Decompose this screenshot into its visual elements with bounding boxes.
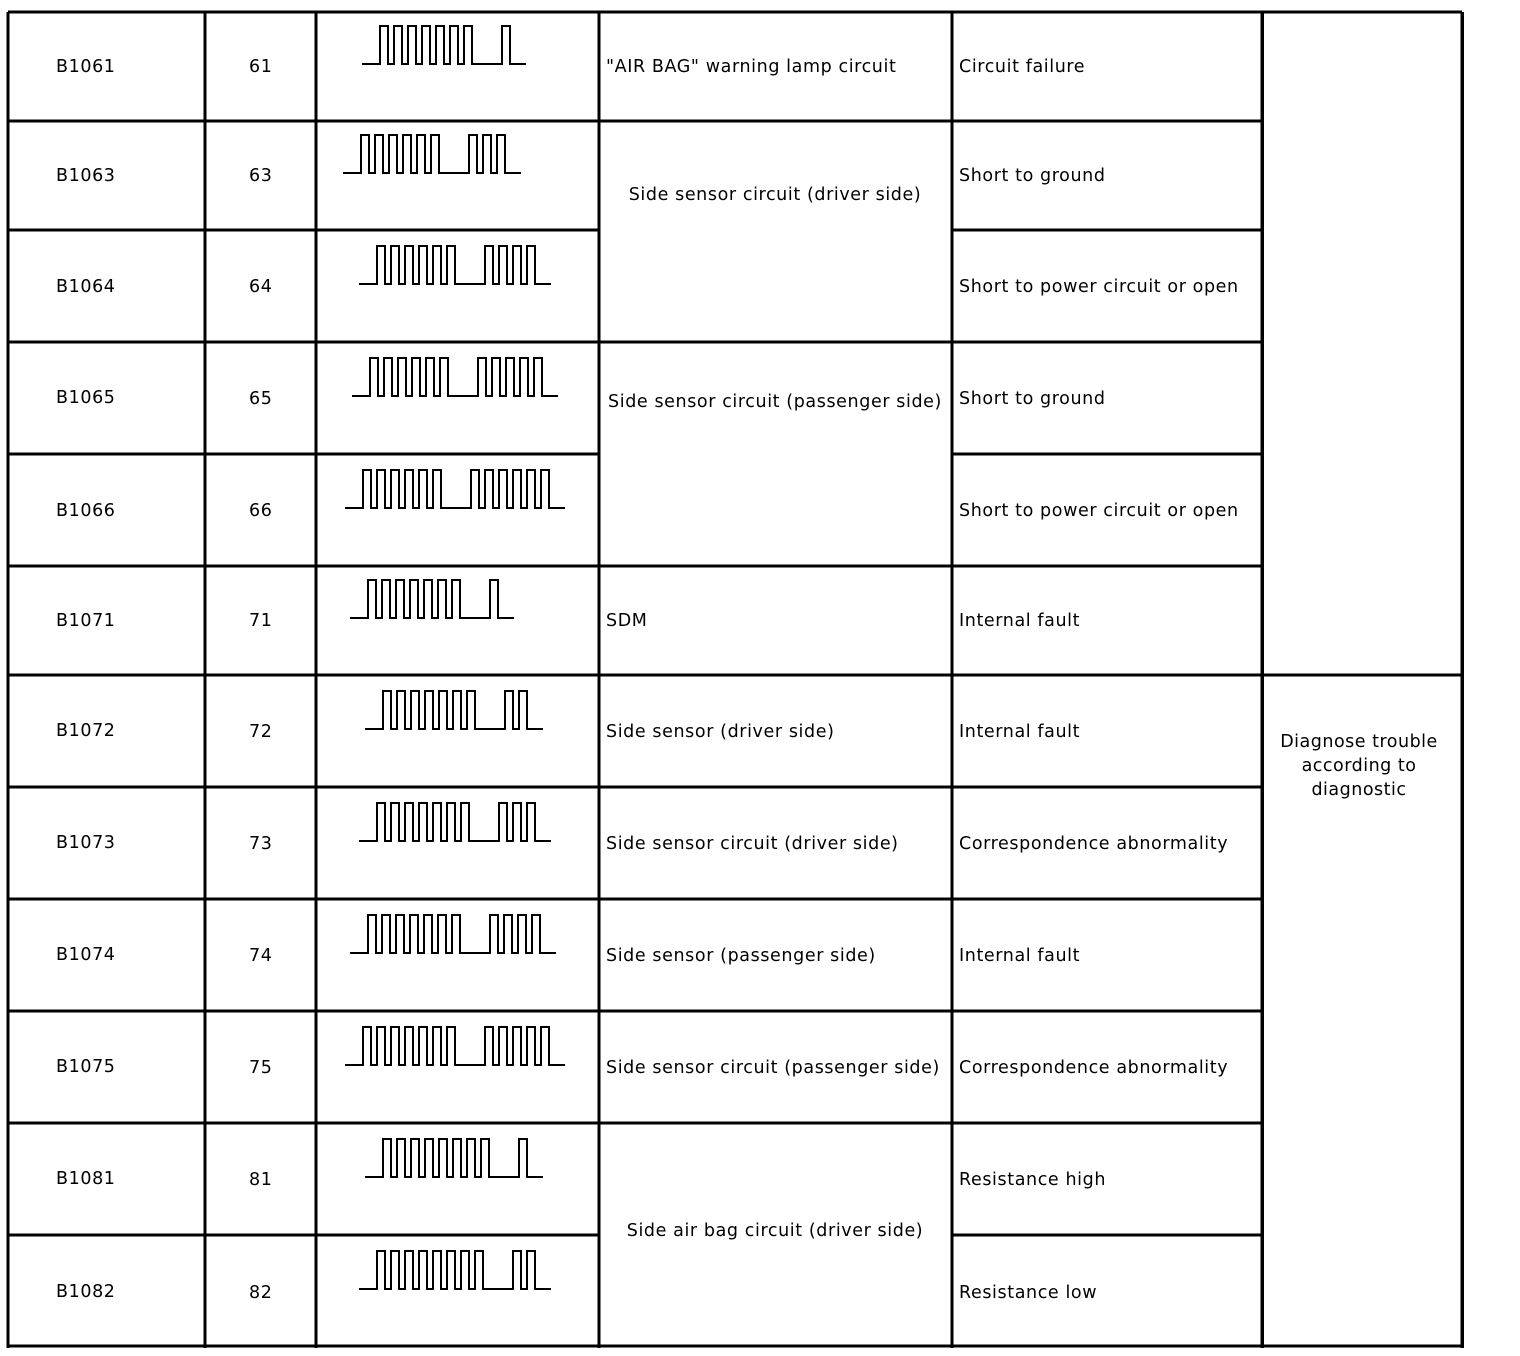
detecting-condition: Internal fault <box>959 946 1081 966</box>
dtc-code: B1071 <box>56 611 116 631</box>
dtc-code: B1064 <box>56 277 116 297</box>
dtc-code: B1082 <box>56 1282 116 1302</box>
flash-code: 64 <box>249 277 273 297</box>
flash-code: 75 <box>249 1058 273 1078</box>
flash-pattern-waveform <box>350 580 514 618</box>
detecting-condition: Internal fault <box>959 611 1081 631</box>
dtc-code: B1066 <box>56 501 116 521</box>
dtc-code: B1075 <box>56 1057 116 1077</box>
dtc-code: B1072 <box>56 721 116 741</box>
flash-pattern-waveform <box>359 246 551 284</box>
remedy-text: Diagnose trouble according to diagnostic <box>1280 732 1438 800</box>
flash-pattern-waveform <box>345 1027 565 1065</box>
detecting-condition: Short to ground <box>959 389 1106 409</box>
detecting-condition: Circuit failure <box>959 57 1086 77</box>
flash-code: 71 <box>249 611 273 631</box>
detected-item: Side sensor circuit (passenger side) <box>606 1058 940 1078</box>
detecting-condition: Resistance low <box>959 1283 1098 1303</box>
flash-pattern-waveform <box>365 1139 543 1177</box>
flash-code: 66 <box>249 501 273 521</box>
flash-code: 81 <box>249 1170 273 1190</box>
detecting-condition: Correspondence abnormality <box>959 1058 1229 1078</box>
flash-code: 73 <box>249 834 273 854</box>
dtc-code: B1081 <box>56 1169 116 1189</box>
flash-code: 82 <box>249 1283 273 1303</box>
detected-item: SDM <box>606 611 648 631</box>
flash-pattern-waveform <box>362 26 526 64</box>
flash-code: 61 <box>249 57 273 77</box>
flash-pattern-waveform <box>350 915 556 953</box>
detecting-condition: Short to ground <box>959 166 1106 186</box>
detecting-condition: Short to power circuit or open <box>959 501 1239 521</box>
flash-code: 74 <box>249 946 273 966</box>
detecting-condition: Short to power circuit or open <box>959 277 1239 297</box>
detecting-condition: Internal fault <box>959 722 1081 742</box>
detected-item: Side sensor circuit (passenger side) <box>608 392 942 412</box>
flash-pattern-waveform <box>365 691 543 729</box>
detected-item: Side sensor circuit (driver side) <box>628 185 922 205</box>
detected-item: "AIR BAG" warning lamp circuit <box>606 57 897 77</box>
dtc-code: B1065 <box>56 388 116 408</box>
dtc-code: B1074 <box>56 945 116 965</box>
detected-item: Side sensor (driver side) <box>606 722 835 742</box>
dtc-code: B1063 <box>56 166 116 186</box>
flash-pattern-waveform <box>359 1251 551 1289</box>
dtc-code: B1073 <box>56 833 116 853</box>
flash-code: 63 <box>249 166 273 186</box>
dtc-code: B1061 <box>56 57 116 77</box>
flash-pattern-waveform <box>352 358 558 396</box>
detecting-condition: Resistance high <box>959 1170 1107 1190</box>
detected-item: Side air bag circuit (driver side) <box>626 1221 924 1241</box>
flash-pattern-waveform <box>345 470 565 508</box>
flash-code: 72 <box>249 722 273 742</box>
flash-code: 65 <box>249 389 273 409</box>
flash-pattern-waveform <box>343 135 521 173</box>
detected-item: Side sensor circuit (driver side) <box>606 834 899 854</box>
detected-item: Side sensor (passenger side) <box>606 946 876 966</box>
detecting-condition: Correspondence abnormality <box>959 834 1229 854</box>
flash-pattern-waveform <box>359 803 551 841</box>
